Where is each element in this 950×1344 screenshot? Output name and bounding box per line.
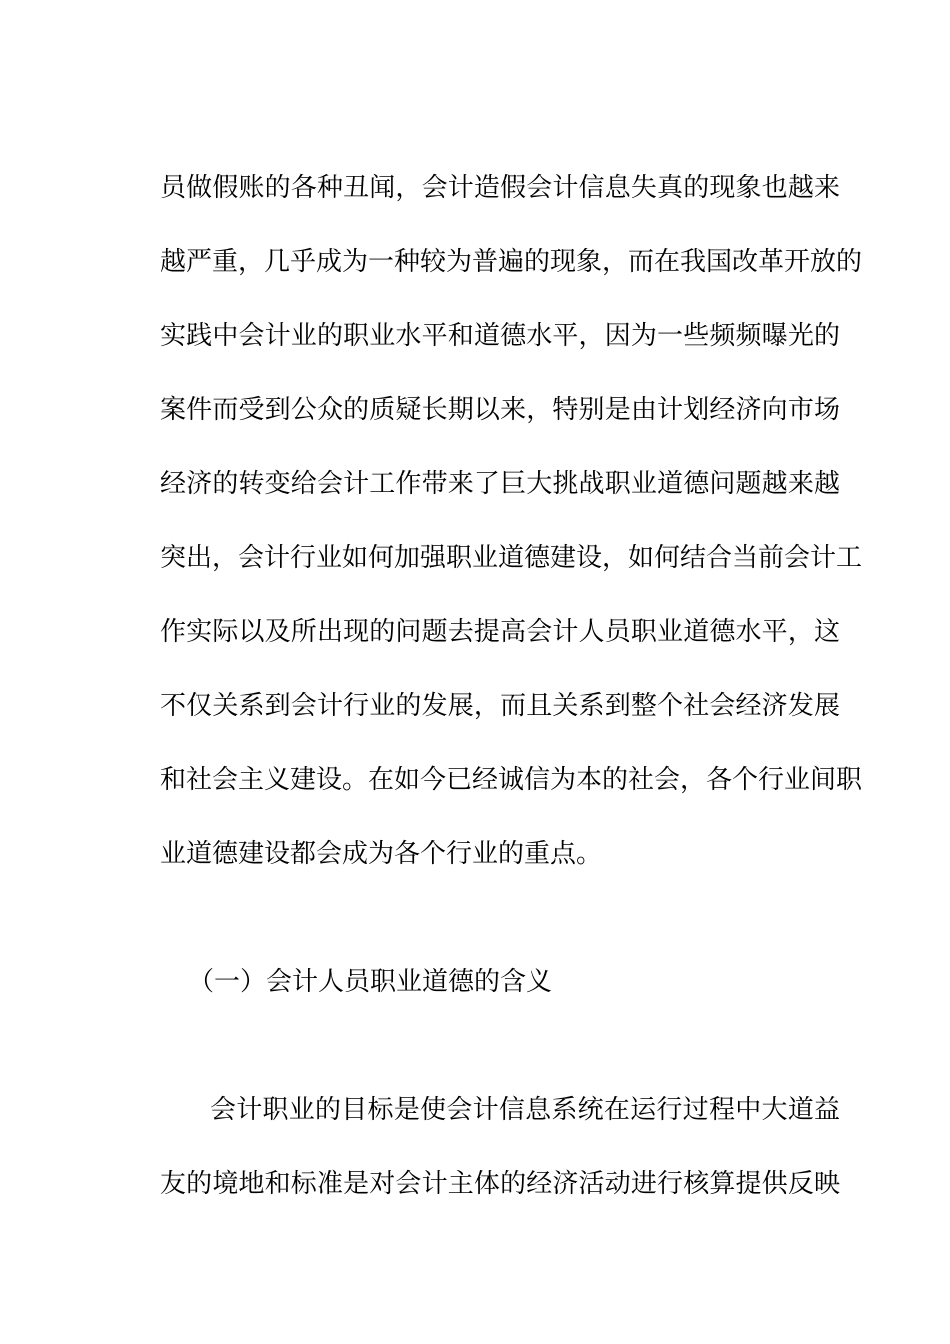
paragraph-1-line-2: 越严重，几乎成为一种较为普遍的现象，而在我国改革开放的 (160, 247, 863, 277)
paragraph-2-line-1: 会计职业的目标是使会计信息系统在运行过程中大道益 (210, 1095, 840, 1125)
section-heading: （一）会计人员职业道德的含义 (188, 967, 553, 997)
paragraph-1-line-9: 和社会主义建设。在如今已经诚信为本的社会，各个行业间职 (160, 765, 863, 795)
paragraph-1-line-3: 实践中会计业的职业水平和道德水平，因为一些频频曝光的 (160, 321, 840, 351)
paragraph-1-line-7: 作实际以及所出现的问题去提高会计人员职业道德水平，这 (160, 617, 840, 647)
paragraph-1-line-4: 案件而受到公众的质疑长期以来，特别是由计划经济向市场 (160, 395, 840, 425)
paragraph-2-line-2: 友的境地和标准是对会计主体的经济活动进行核算提供反映 (160, 1169, 840, 1199)
paragraph-1-line-1: 员做假账的各种丑闻，会计造假会计信息失真的现象也越来 (160, 173, 840, 203)
paragraph-1-line-10: 业道德建设都会成为各个行业的重点。 (160, 839, 603, 869)
paragraph-1-line-6: 突出，会计行业如何加强职业道德建设，如何结合当前会计工 (160, 543, 863, 573)
paragraph-1-line-5: 经济的转变给会计工作带来了巨大挑战职业道德问题越来越 (160, 469, 840, 499)
paragraph-1-line-8: 不仅关系到会计行业的发展，而且关系到整个社会经济发展 (160, 691, 840, 721)
